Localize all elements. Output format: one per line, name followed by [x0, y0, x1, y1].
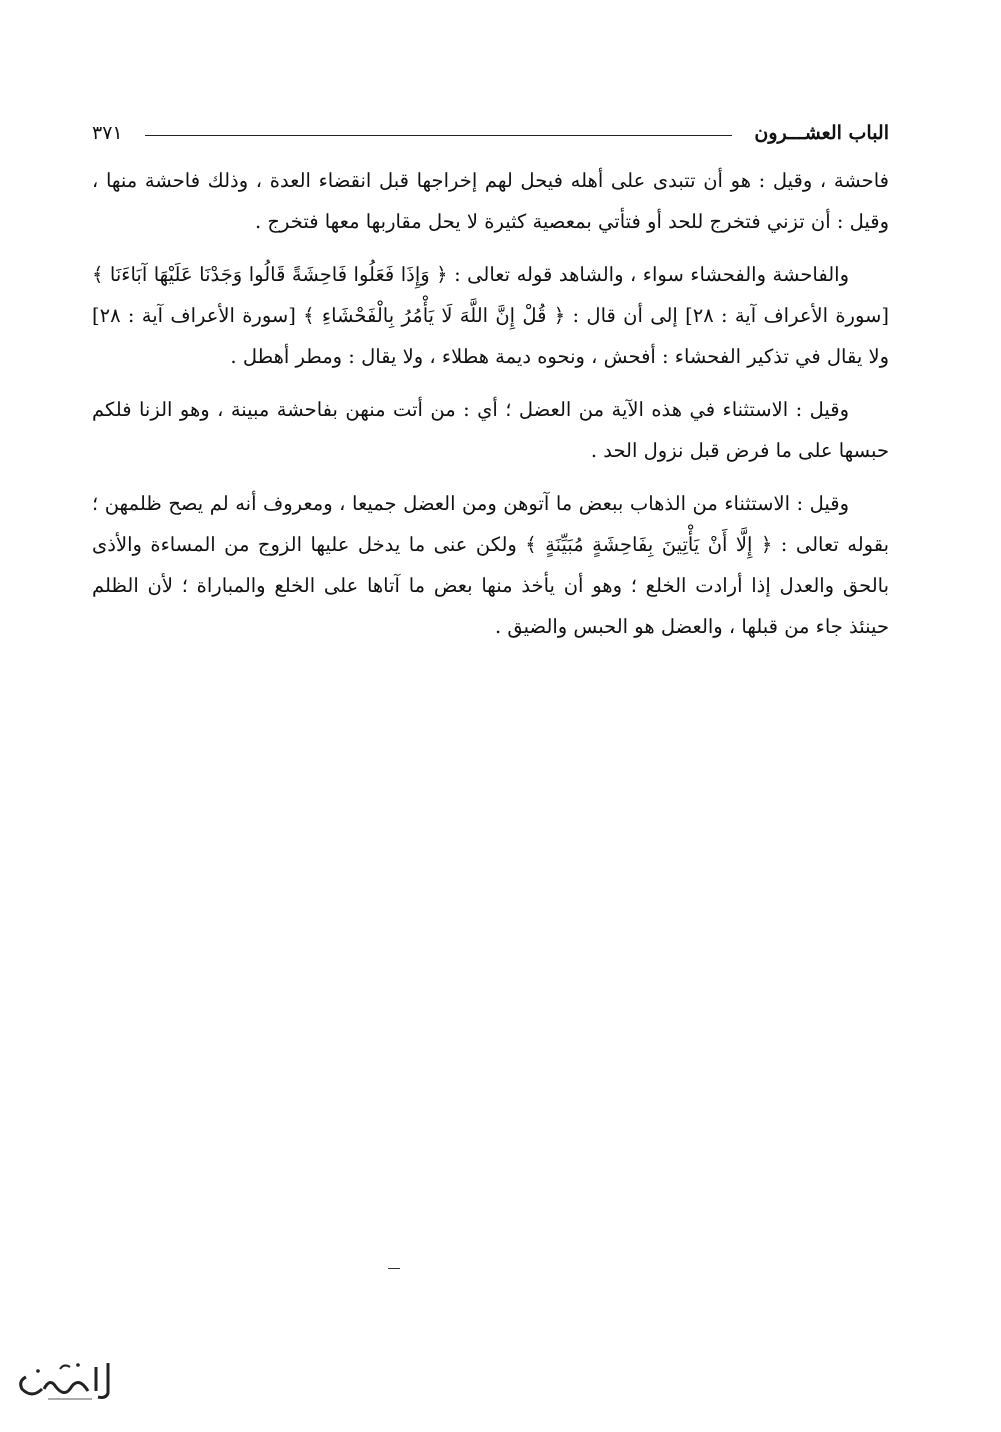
paragraph-2: والفاحشة والفحشاء سواء ، والشاهد قوله تعالى : ﴿ وَإِذَا فَعَلُوا فَاحِشَةً قَالُوا وَجَدْنَا عَلَيْهَا آبَاءَنَا ﴾ [سورة الأعراف آية : ٢٨] إلى أن قال : ﴿ قُلْ إِنَّ اللَّهَ لَا يَأْمُرُ بِالْفَحْشَاءِ ﴾ [سورة الأعراف آية : ٢٨] ولا يقال في تذكير الفحشاء : أفحش ، ونحوه ديمة هطلاء ، ولا يقال : ومطر أهطل . — [92, 263, 889, 368]
chapter-title: الباب العشـــرون — [754, 122, 889, 144]
page-number: ٣٧١ — [92, 122, 123, 144]
paragraph-4: وقيل : الاستثناء من الذهاب ببعض ما آتوهن ومن العضل جميعا ، ومعروف أنه لم يصح ظلمهن ؛ بقوله تعالى : ﴿ إِلَّا أَنْ يَأْتِينَ بِفَاحِشَةٍ مُبَيِّنَةٍ ﴾ ولكن عنى ما يدخل عليها الزوج من المساءة والأذى بالحق والعدل إذا أرادت الخلع ؛ وهو أن يأخذ منها بعض ما آتاها على الخلع والمباراة ؛ لأن الظلم حينئذ جاء من قبلها ، والعضل هو الحبس والضيق . — [92, 492, 889, 638]
paragraph-3: وقيل : الاستثناء في هذه الآية من العضل ؛ أي : من أتت منهن بفاحشة مبينة ، وهو الزنا فلكم حبسها على ما فرض قبل نزول الحد . — [92, 398, 889, 462]
paragraph-1: فاحشة ، وقيل : هو أن تتبدى على أهله فيحل لهم إخراجها قبل انقضاء العدة ، وذلك فاحشة منها ، وقيل : أن تزني فتخرج للحد أو فتأتي بمعصية كثيرة لا يحل مقاربها معها فتخرج . — [92, 169, 889, 233]
header-rule — [145, 135, 733, 136]
body-text — [92, 160, 889, 659]
page-header — [92, 118, 889, 148]
bottom-mark — [388, 1268, 400, 1269]
calligraphy-logo-icon — [8, 1355, 118, 1405]
